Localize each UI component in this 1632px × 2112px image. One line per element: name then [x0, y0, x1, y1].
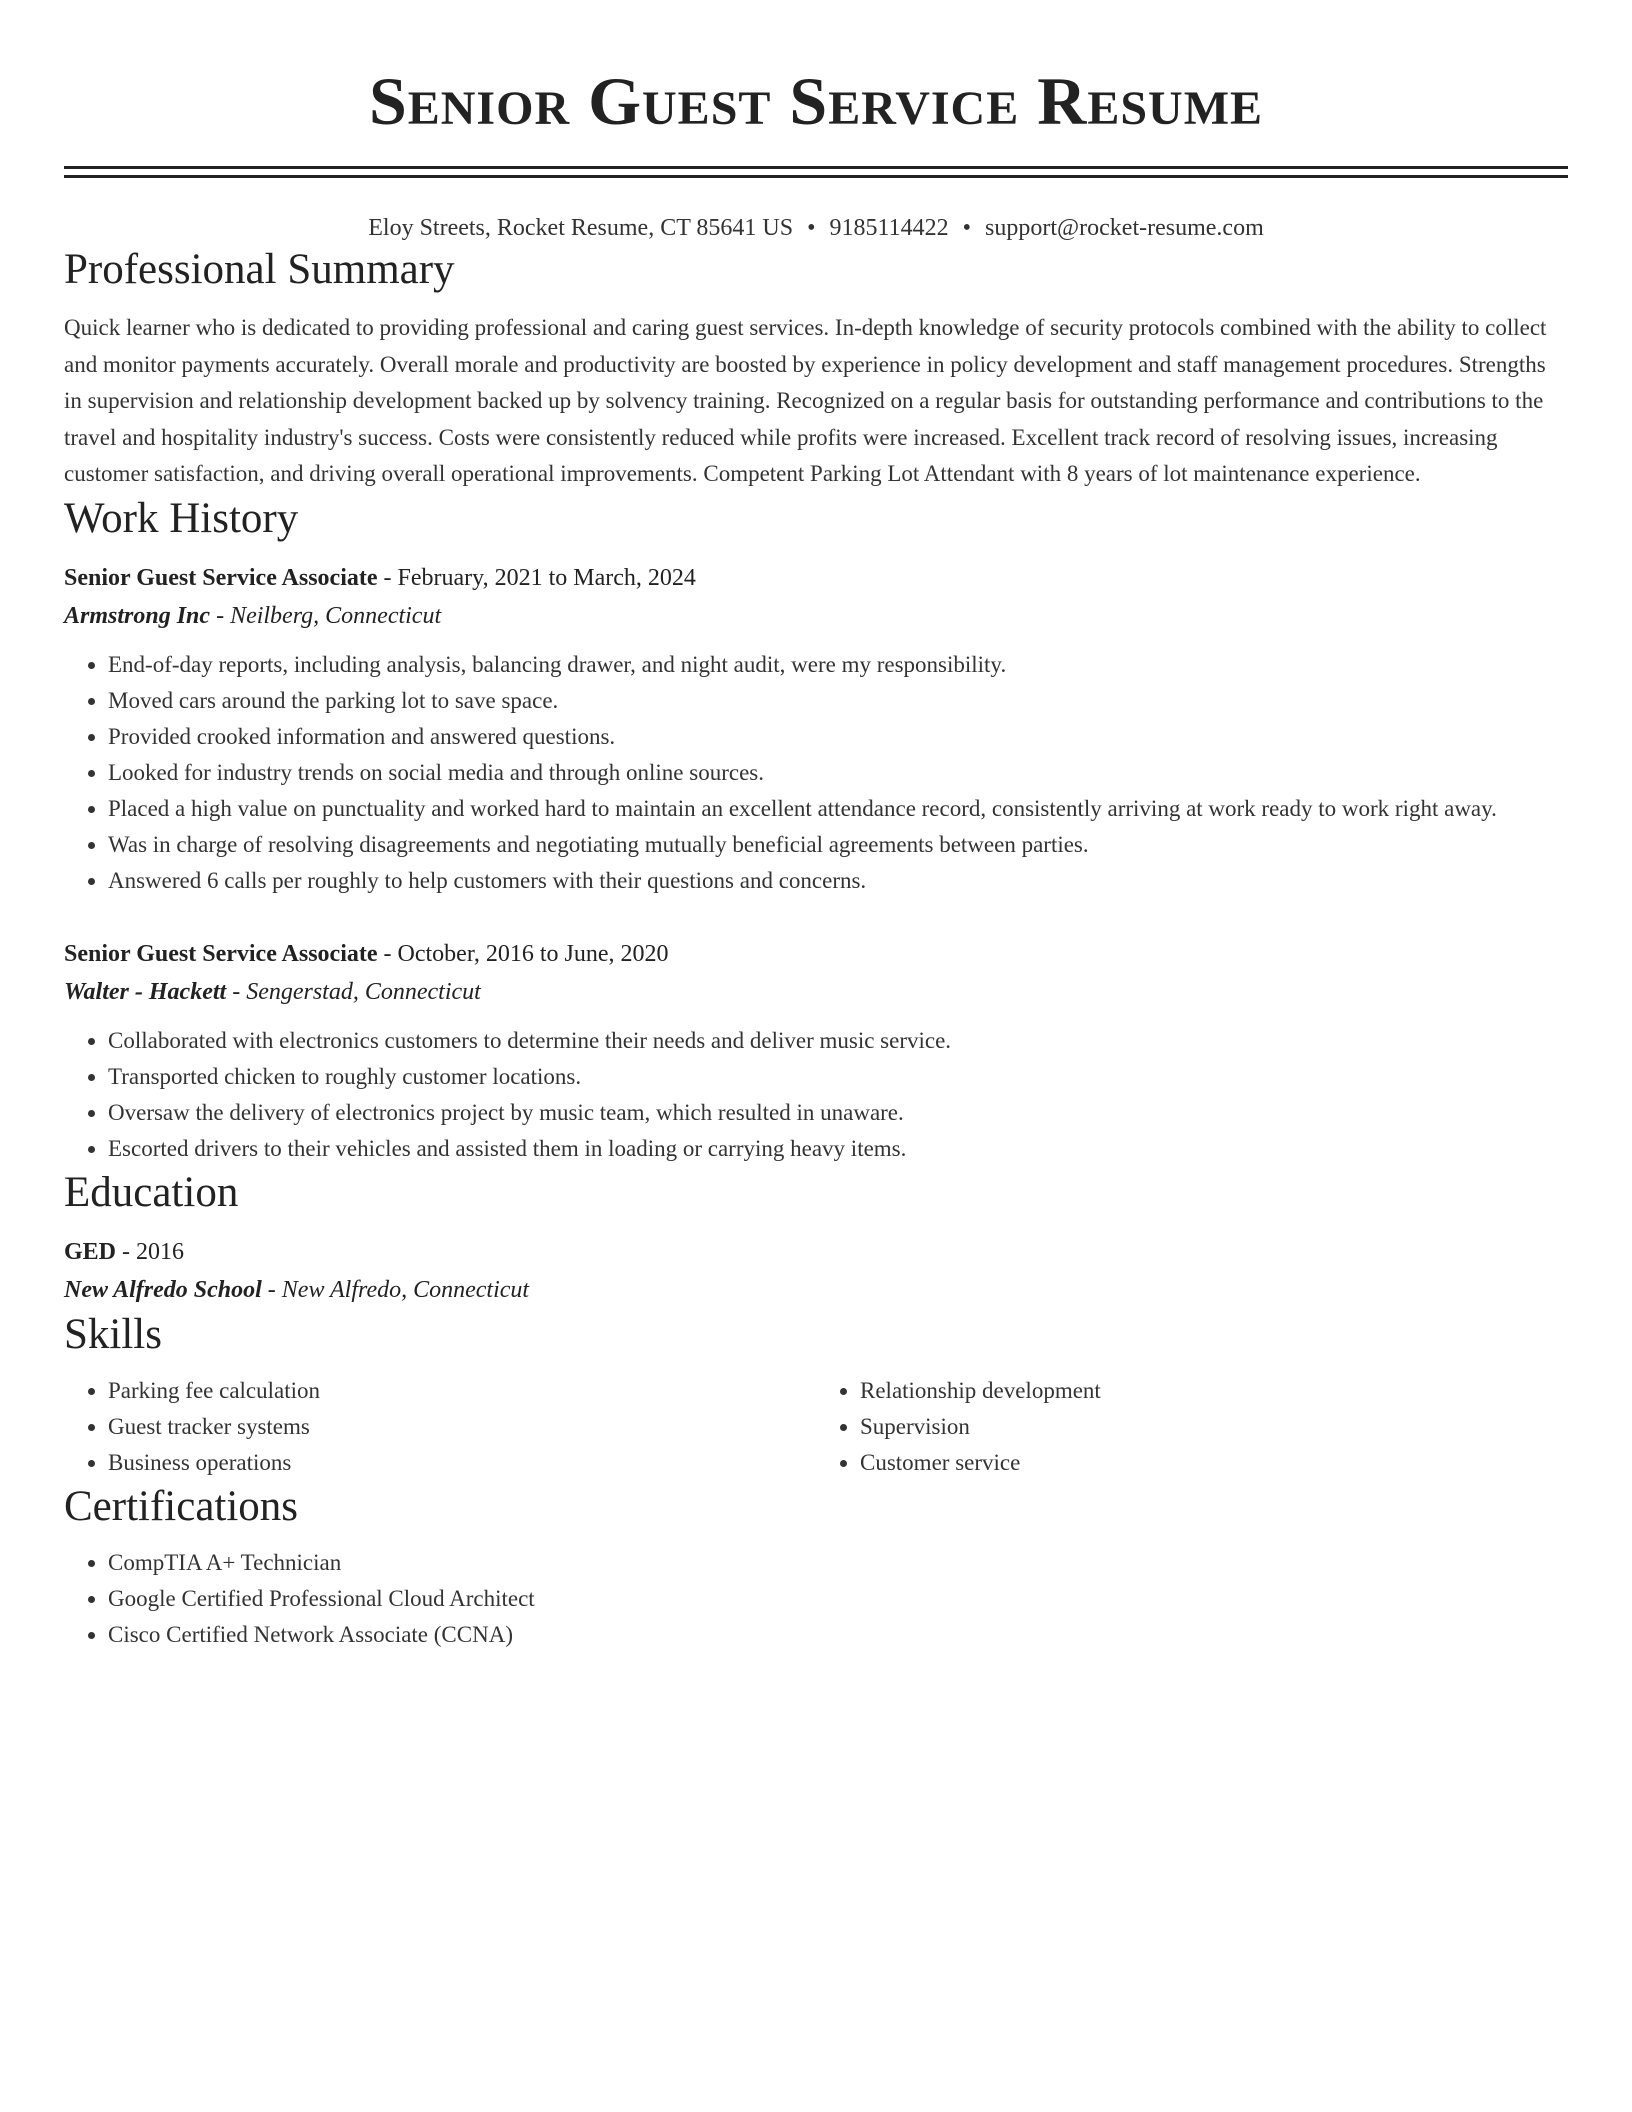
list-item: • Relationship development: [860, 1373, 1568, 1409]
list-item: • Placed a high value on punctuality and worked hard to maintain an excellent attendance record, consistently arriving at work ready to work right away.: [108, 791, 1568, 827]
list-item: • Transported chicken to roughly customer locations.: [108, 1059, 1568, 1095]
summary-heading: Professional Summary: [64, 246, 455, 293]
list-item: • Cisco Certified Network Associate (CCNA): [108, 1617, 1568, 1653]
list-item: • Was in charge of resolving disagreements and negotiating mutually beneficial agreements between parties.: [108, 827, 1568, 863]
skills-list: [64, 1373, 816, 1481]
list-item: • Escorted drivers to their vehicles and assisted them in loading or carrying heavy items.: [108, 1131, 1568, 1167]
job-title: Senior Guest Service Associate: [64, 940, 378, 967]
job-company: Armstrong Inc: [64, 602, 211, 629]
list-item: • Google Certified Professional Cloud Architect: [108, 1581, 1568, 1617]
list-item: • Moved cars around the parking lot to save space.: [108, 683, 1568, 719]
skills-grid: [64, 1373, 1568, 1481]
list-item: • Answered 6 calls per roughly to help customers with their questions and concerns.: [108, 863, 1568, 899]
contact-phone: 9185114422: [829, 215, 949, 241]
education-degree-line: GED - 2016: [64, 1238, 185, 1265]
education-year: 2016: [136, 1238, 185, 1265]
job-company-line: Walter - Hackett - Sengerstad, Connecticut: [64, 978, 481, 1005]
list-item: • Collaborated with electronics customers to determine their needs and deliver music service.: [108, 1023, 1568, 1059]
contact-email: support@rocket-resume.com: [985, 215, 1264, 241]
skills-column-right: [816, 1373, 1568, 1481]
summary-text: Quick learner who is dedicated to providing professional and caring guest services. In-depth knowledge of security protocols combined with the ability to collect and monitor payments accurately. Overall morale and productivity are boosted by experience in policy development and staff management procedures. Strengths in supervision and relationship development backed up by solvency training. Recognized on a regular basis for outstanding performance and contributions to the travel and hospitality industry's success. Costs were consistently reduced while profits were increased. Excellent track record of resolving issues, increasing customer satisfaction, and driving overall operational improvements. Competent Parking Lot Attendant with 8 years of lot maintenance experience.: [64, 315, 1547, 486]
list-item: • End-of-day reports, including analysis, balancing drawer, and night audit, were my responsibility.: [108, 647, 1568, 683]
job-location: Sengerstad, Connecticut: [246, 978, 481, 1005]
skills-heading: Skills: [64, 1310, 162, 1358]
list-item: • Guest tracker systems: [108, 1409, 816, 1445]
contact-address: Eloy Streets, Rocket Resume, CT 85641 US: [368, 215, 794, 241]
skills-list: [816, 1373, 1568, 1481]
job-bullets: [64, 1023, 1568, 1167]
list-item: • Provided crooked information and answered questions.: [108, 719, 1568, 755]
list-item: • Customer service: [860, 1445, 1568, 1481]
education-degree: GED: [64, 1238, 117, 1265]
job-company: Walter - Hackett: [64, 978, 227, 1005]
job-entry: [64, 559, 1568, 899]
contact-line: [64, 212, 1568, 244]
education-school: New Alfredo School: [64, 1276, 262, 1303]
education-location: New Alfredo, Connecticut: [281, 1276, 530, 1303]
certifications-heading: Certifications: [64, 1482, 299, 1530]
job-dates: October, 2016 to June, 2020: [397, 940, 669, 967]
certifications-list: [64, 1545, 1568, 1653]
contact-separator: •: [807, 215, 816, 241]
list-item: • Business operations: [108, 1445, 816, 1481]
list-item: • CompTIA A+ Technician: [108, 1545, 1568, 1581]
job-title-line: Senior Guest Service Associate - October, 2016 to June, 2020: [64, 940, 669, 967]
list-item: • Supervision: [860, 1409, 1568, 1445]
job-location: Neilberg, Connecticut: [230, 602, 442, 629]
job-title-line: Senior Guest Service Associate - February, 2021 to March, 2024: [64, 564, 696, 591]
title-divider-top: [64, 166, 1568, 169]
job-dates: February, 2021 to March, 2024: [397, 564, 696, 591]
list-item: • Oversaw the delivery of electronics project by music team, which resulted in unaware.: [108, 1095, 1568, 1131]
title-divider-bottom: [64, 175, 1568, 178]
contact-separator: •: [962, 215, 972, 241]
education-heading: Education: [64, 1168, 239, 1216]
list-item: • Looked for industry trends on social media and through online sources.: [108, 755, 1568, 791]
skills-column-left: [64, 1373, 816, 1481]
job-bullets: [64, 647, 1568, 899]
job-company-line: Armstrong Inc - Neilberg, Connecticut: [64, 602, 442, 629]
resume-title: Senior Guest Service Resume: [368, 63, 1264, 139]
job-entry: [64, 935, 1568, 1167]
list-item: • Parking fee calculation: [108, 1373, 816, 1409]
work-history-heading: Work History: [64, 494, 299, 542]
job-title: Senior Guest Service Associate: [64, 564, 378, 591]
education-entry: [64, 1233, 1568, 1309]
education-school-line: New Alfredo School - New Alfredo, Connecticut: [64, 1276, 530, 1303]
